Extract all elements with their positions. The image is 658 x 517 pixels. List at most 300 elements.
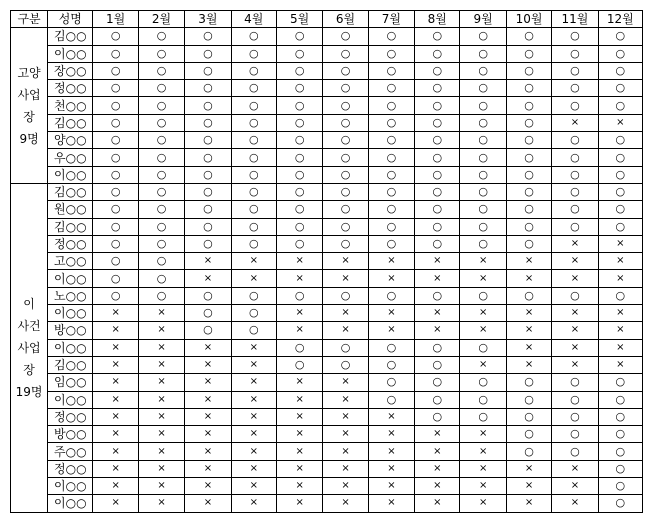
month-status-cell: × xyxy=(598,322,642,339)
month-status-cell: ○ xyxy=(460,28,506,45)
month-status-cell: × xyxy=(276,443,322,460)
table-row xyxy=(11,270,643,287)
month-status-cell: ○ xyxy=(506,45,551,62)
month-status-cell: × xyxy=(460,270,506,287)
table-row xyxy=(11,339,643,356)
employee-name: 이○○ xyxy=(48,166,93,183)
month-status-cell: ○ xyxy=(276,149,322,166)
month-status-cell: ○ xyxy=(368,97,414,114)
employee-name: 천○○ xyxy=(48,97,93,114)
month-status-cell: ○ xyxy=(138,235,184,252)
month-status-cell: ○ xyxy=(93,149,138,166)
table-row xyxy=(11,114,643,131)
month-status-cell: × xyxy=(506,322,551,339)
header-month: 2월 xyxy=(138,11,184,28)
month-status-cell: ○ xyxy=(231,183,276,200)
month-status-cell: × xyxy=(460,478,506,495)
header-month: 5월 xyxy=(276,11,322,28)
group-label-line: 장 xyxy=(23,362,35,377)
table-row xyxy=(11,201,643,218)
month-status-cell: ○ xyxy=(598,426,642,443)
month-status-cell: ○ xyxy=(276,356,322,373)
month-status-cell: ○ xyxy=(138,218,184,235)
employee-name: 김○○ xyxy=(48,356,93,373)
month-status-cell: × xyxy=(460,253,506,270)
month-status-cell: × xyxy=(415,495,460,512)
month-status-cell: ○ xyxy=(276,45,322,62)
month-status-cell: × xyxy=(185,495,231,512)
header-month: 9월 xyxy=(460,11,506,28)
header-month: 7월 xyxy=(368,11,414,28)
month-status-cell: × xyxy=(506,339,551,356)
header-month: 4월 xyxy=(231,11,276,28)
month-status-cell: ○ xyxy=(276,218,322,235)
month-status-cell: ○ xyxy=(185,114,231,131)
month-status-cell: × xyxy=(598,270,642,287)
month-status-cell: ○ xyxy=(138,62,184,79)
month-status-cell: ○ xyxy=(323,166,368,183)
month-status-cell: ○ xyxy=(415,391,460,408)
month-status-cell: ○ xyxy=(368,391,414,408)
month-status-cell: ○ xyxy=(138,270,184,287)
month-status-cell: ○ xyxy=(323,62,368,79)
table-row xyxy=(11,495,643,512)
month-status-cell: ○ xyxy=(93,235,138,252)
month-status-cell: ○ xyxy=(415,339,460,356)
month-status-cell: ○ xyxy=(368,235,414,252)
table-row xyxy=(11,149,643,166)
month-status-cell: ○ xyxy=(368,218,414,235)
month-status-cell: ○ xyxy=(323,235,368,252)
month-status-cell: ○ xyxy=(506,235,551,252)
month-status-cell: × xyxy=(415,460,460,477)
month-status-cell: × xyxy=(598,305,642,322)
month-status-cell: ○ xyxy=(231,287,276,304)
month-status-cell: × xyxy=(506,460,551,477)
month-status-cell: ○ xyxy=(368,62,414,79)
month-status-cell: ○ xyxy=(460,201,506,218)
table-row xyxy=(11,305,643,322)
month-status-cell: × xyxy=(231,443,276,460)
month-status-cell: ○ xyxy=(598,287,642,304)
month-status-cell: × xyxy=(185,408,231,425)
month-status-cell: × xyxy=(506,253,551,270)
month-status-cell: × xyxy=(93,443,138,460)
month-status-cell: × xyxy=(323,460,368,477)
month-status-cell: × xyxy=(93,391,138,408)
month-status-cell: ○ xyxy=(552,149,598,166)
month-status-cell: ○ xyxy=(415,62,460,79)
month-status-cell: × xyxy=(368,443,414,460)
month-status-cell: ○ xyxy=(415,45,460,62)
month-status-cell: × xyxy=(93,374,138,391)
table-row xyxy=(11,166,643,183)
month-status-cell: × xyxy=(276,374,322,391)
month-status-cell: ○ xyxy=(93,270,138,287)
month-status-cell: ○ xyxy=(323,356,368,373)
month-status-cell: ○ xyxy=(415,201,460,218)
month-status-cell: × xyxy=(598,339,642,356)
month-status-cell: ○ xyxy=(506,97,551,114)
month-status-cell: × xyxy=(552,339,598,356)
month-status-cell: ○ xyxy=(368,339,414,356)
month-status-cell: ○ xyxy=(460,235,506,252)
month-status-cell: × xyxy=(276,305,322,322)
month-status-cell: × xyxy=(138,356,184,373)
header-month: 11월 xyxy=(552,11,598,28)
month-status-cell: ○ xyxy=(598,460,642,477)
month-status-cell: ○ xyxy=(138,253,184,270)
table-row xyxy=(11,374,643,391)
employee-name: 김○○ xyxy=(48,114,93,131)
employee-name: 정○○ xyxy=(48,460,93,477)
month-status-cell: ○ xyxy=(415,114,460,131)
month-status-cell: ○ xyxy=(506,443,551,460)
month-status-cell: × xyxy=(185,460,231,477)
month-status-cell: ○ xyxy=(323,287,368,304)
month-status-cell: × xyxy=(506,495,551,512)
month-status-cell: × xyxy=(552,460,598,477)
month-status-cell: ○ xyxy=(93,201,138,218)
month-status-cell: × xyxy=(460,460,506,477)
month-status-cell: × xyxy=(368,253,414,270)
month-status-cell: × xyxy=(323,391,368,408)
month-status-cell: × xyxy=(231,408,276,425)
month-status-cell: × xyxy=(598,114,642,131)
month-status-cell: ○ xyxy=(506,166,551,183)
month-status-cell: × xyxy=(368,426,414,443)
month-status-cell: × xyxy=(415,443,460,460)
month-status-cell: × xyxy=(323,374,368,391)
month-status-cell: × xyxy=(506,305,551,322)
month-status-cell: × xyxy=(93,322,138,339)
month-status-cell: ○ xyxy=(185,62,231,79)
month-status-cell: ○ xyxy=(415,97,460,114)
month-status-cell: ○ xyxy=(323,339,368,356)
month-status-cell: × xyxy=(185,391,231,408)
table-row xyxy=(11,287,643,304)
month-status-cell: ○ xyxy=(506,287,551,304)
month-status-cell: ○ xyxy=(231,201,276,218)
month-status-cell: ○ xyxy=(552,374,598,391)
month-status-cell: ○ xyxy=(185,201,231,218)
month-status-cell: × xyxy=(231,426,276,443)
month-status-cell: × xyxy=(231,356,276,373)
month-status-cell: ○ xyxy=(460,132,506,149)
month-status-cell: ○ xyxy=(323,201,368,218)
group-label-line: 장 xyxy=(23,109,35,124)
month-status-cell: × xyxy=(93,305,138,322)
employee-name: 이○○ xyxy=(48,495,93,512)
employee-name: 김○○ xyxy=(48,28,93,45)
month-status-cell: × xyxy=(323,443,368,460)
month-status-cell: ○ xyxy=(138,132,184,149)
month-status-cell: × xyxy=(460,426,506,443)
month-status-cell: ○ xyxy=(598,166,642,183)
month-status-cell: × xyxy=(138,460,184,477)
month-status-cell: × xyxy=(138,305,184,322)
month-status-cell: ○ xyxy=(460,97,506,114)
month-status-cell: × xyxy=(506,356,551,373)
month-status-cell: ○ xyxy=(415,356,460,373)
month-status-cell: ○ xyxy=(368,28,414,45)
month-status-cell: × xyxy=(276,322,322,339)
month-status-cell: × xyxy=(138,339,184,356)
month-status-cell: ○ xyxy=(598,28,642,45)
month-status-cell: ○ xyxy=(552,391,598,408)
month-status-cell: ○ xyxy=(460,62,506,79)
month-status-cell: × xyxy=(93,460,138,477)
month-status-cell: × xyxy=(138,426,184,443)
month-status-cell: ○ xyxy=(415,183,460,200)
month-status-cell: × xyxy=(323,478,368,495)
group-label-line: 사업 xyxy=(17,87,41,102)
month-status-cell: ○ xyxy=(415,149,460,166)
employee-name: 이○○ xyxy=(48,305,93,322)
month-status-cell: ○ xyxy=(185,235,231,252)
month-status-cell: ○ xyxy=(598,408,642,425)
month-status-cell: ○ xyxy=(323,132,368,149)
employee-name: 방○○ xyxy=(48,426,93,443)
month-status-cell: ○ xyxy=(93,166,138,183)
table-row xyxy=(11,235,643,252)
month-status-cell: ○ xyxy=(460,149,506,166)
header-category: 구분 xyxy=(11,11,48,28)
month-status-cell: ○ xyxy=(323,97,368,114)
month-status-cell: ○ xyxy=(138,114,184,131)
month-status-cell: ○ xyxy=(598,478,642,495)
month-status-cell: × xyxy=(552,495,598,512)
month-status-cell: × xyxy=(552,356,598,373)
month-status-cell: × xyxy=(598,356,642,373)
month-status-cell: ○ xyxy=(415,28,460,45)
month-status-cell: ○ xyxy=(323,80,368,97)
month-status-cell: ○ xyxy=(231,97,276,114)
table-row xyxy=(11,460,643,477)
month-status-cell: × xyxy=(231,391,276,408)
month-status-cell: × xyxy=(185,426,231,443)
group-label-line: 사건 xyxy=(17,318,41,333)
month-status-cell: × xyxy=(138,408,184,425)
month-status-cell: × xyxy=(552,322,598,339)
attendance-table xyxy=(10,10,643,513)
employee-name: 임○○ xyxy=(48,374,93,391)
month-status-cell: ○ xyxy=(276,114,322,131)
month-status-cell: ○ xyxy=(231,80,276,97)
employee-name: 원○○ xyxy=(48,201,93,218)
table-row xyxy=(11,391,643,408)
month-status-cell: ○ xyxy=(323,45,368,62)
month-status-cell: × xyxy=(323,270,368,287)
month-status-cell: ○ xyxy=(552,218,598,235)
month-status-cell: × xyxy=(368,305,414,322)
month-status-cell: ○ xyxy=(506,28,551,45)
table-row xyxy=(11,443,643,460)
month-status-cell: ○ xyxy=(185,305,231,322)
month-status-cell: ○ xyxy=(506,132,551,149)
month-status-cell: ○ xyxy=(598,149,642,166)
month-status-cell: ○ xyxy=(231,218,276,235)
month-status-cell: ○ xyxy=(138,80,184,97)
month-status-cell: × xyxy=(323,426,368,443)
month-status-cell: ○ xyxy=(415,287,460,304)
month-status-cell: × xyxy=(415,478,460,495)
month-status-cell: ○ xyxy=(552,166,598,183)
month-status-cell: ○ xyxy=(506,374,551,391)
month-status-cell: × xyxy=(276,253,322,270)
month-status-cell: ○ xyxy=(415,218,460,235)
month-status-cell: ○ xyxy=(185,80,231,97)
month-status-cell: × xyxy=(138,478,184,495)
employee-name: 이○○ xyxy=(48,270,93,287)
month-status-cell: × xyxy=(231,270,276,287)
month-status-cell: ○ xyxy=(231,114,276,131)
month-status-cell: ○ xyxy=(276,183,322,200)
header-month: 12월 xyxy=(598,11,642,28)
month-status-cell: ○ xyxy=(506,114,551,131)
employee-name: 방○○ xyxy=(48,322,93,339)
month-status-cell: ○ xyxy=(552,62,598,79)
month-status-cell: ○ xyxy=(552,408,598,425)
month-status-cell: × xyxy=(276,495,322,512)
month-status-cell: ○ xyxy=(276,339,322,356)
month-status-cell: × xyxy=(460,495,506,512)
month-status-cell: ○ xyxy=(506,183,551,200)
month-status-cell: ○ xyxy=(276,235,322,252)
month-status-cell: × xyxy=(231,495,276,512)
month-status-cell: ○ xyxy=(552,132,598,149)
month-status-cell: × xyxy=(138,443,184,460)
month-status-cell: ○ xyxy=(460,183,506,200)
group-label xyxy=(11,183,48,512)
month-status-cell: × xyxy=(231,460,276,477)
month-status-cell: ○ xyxy=(323,114,368,131)
month-status-cell: × xyxy=(185,339,231,356)
month-status-cell: ○ xyxy=(231,305,276,322)
month-status-cell: ○ xyxy=(598,132,642,149)
month-status-cell: ○ xyxy=(276,80,322,97)
header-name: 성명 xyxy=(48,11,93,28)
month-status-cell: × xyxy=(93,408,138,425)
month-status-cell: ○ xyxy=(138,183,184,200)
month-status-cell: × xyxy=(552,270,598,287)
month-status-cell: × xyxy=(415,322,460,339)
month-status-cell: × xyxy=(552,114,598,131)
header-month: 6월 xyxy=(323,11,368,28)
month-status-cell: × xyxy=(185,374,231,391)
month-status-cell: ○ xyxy=(93,114,138,131)
month-status-cell: ○ xyxy=(598,495,642,512)
month-status-cell: × xyxy=(231,339,276,356)
month-status-cell: ○ xyxy=(185,183,231,200)
month-status-cell: ○ xyxy=(138,201,184,218)
month-status-cell: × xyxy=(93,356,138,373)
month-status-cell: ○ xyxy=(506,149,551,166)
employee-name: 장○○ xyxy=(48,62,93,79)
month-status-cell: × xyxy=(323,495,368,512)
table-row xyxy=(11,322,643,339)
month-status-cell: ○ xyxy=(231,45,276,62)
employee-name: 이○○ xyxy=(48,45,93,62)
month-status-cell: ○ xyxy=(231,149,276,166)
group-label xyxy=(11,28,48,184)
table-row xyxy=(11,426,643,443)
employee-name: 주○○ xyxy=(48,443,93,460)
group-label-line: 이 xyxy=(23,296,35,311)
month-status-cell: ○ xyxy=(552,45,598,62)
month-status-cell: ○ xyxy=(93,62,138,79)
table-row xyxy=(11,62,643,79)
employee-name: 정○○ xyxy=(48,408,93,425)
month-status-cell: ○ xyxy=(138,149,184,166)
month-status-cell: × xyxy=(552,478,598,495)
month-status-cell: ○ xyxy=(185,287,231,304)
month-status-cell: ○ xyxy=(506,201,551,218)
month-status-cell: × xyxy=(276,426,322,443)
month-status-cell: ○ xyxy=(460,287,506,304)
month-status-cell: ○ xyxy=(598,374,642,391)
month-status-cell: ○ xyxy=(231,28,276,45)
month-status-cell: ○ xyxy=(276,287,322,304)
month-status-cell: ○ xyxy=(93,28,138,45)
month-status-cell: ○ xyxy=(368,45,414,62)
table-body xyxy=(11,28,643,512)
month-status-cell: ○ xyxy=(185,322,231,339)
table-row xyxy=(11,80,643,97)
month-status-cell: × xyxy=(231,374,276,391)
month-status-cell: × xyxy=(368,408,414,425)
month-status-cell: × xyxy=(552,235,598,252)
month-status-cell: ○ xyxy=(231,235,276,252)
header-month: 8월 xyxy=(415,11,460,28)
employee-name: 정○○ xyxy=(48,80,93,97)
month-status-cell: × xyxy=(460,356,506,373)
month-status-cell: ○ xyxy=(368,201,414,218)
month-status-cell: × xyxy=(460,443,506,460)
header-month: 10월 xyxy=(506,11,551,28)
month-status-cell: ○ xyxy=(598,443,642,460)
month-status-cell: ○ xyxy=(460,374,506,391)
employee-name: 이○○ xyxy=(48,478,93,495)
month-status-cell: × xyxy=(598,253,642,270)
month-status-cell: ○ xyxy=(368,356,414,373)
month-status-cell: ○ xyxy=(368,374,414,391)
month-status-cell: ○ xyxy=(460,45,506,62)
table-row xyxy=(11,478,643,495)
month-status-cell: ○ xyxy=(552,28,598,45)
employee-name: 김○○ xyxy=(48,218,93,235)
month-status-cell: ○ xyxy=(185,45,231,62)
month-status-cell: ○ xyxy=(506,391,551,408)
month-status-cell: ○ xyxy=(138,45,184,62)
month-status-cell: × xyxy=(415,426,460,443)
month-status-cell: ○ xyxy=(323,218,368,235)
month-status-cell: ○ xyxy=(415,374,460,391)
month-status-cell: × xyxy=(552,305,598,322)
table-row xyxy=(11,253,643,270)
month-status-cell: ○ xyxy=(93,183,138,200)
month-status-cell: × xyxy=(138,495,184,512)
month-status-cell: ○ xyxy=(276,132,322,149)
month-status-cell: × xyxy=(185,478,231,495)
table-row xyxy=(11,132,643,149)
table-row xyxy=(11,28,643,45)
month-status-cell: ○ xyxy=(506,80,551,97)
month-status-cell: ○ xyxy=(276,97,322,114)
month-status-cell: ○ xyxy=(506,218,551,235)
month-status-cell: × xyxy=(368,478,414,495)
month-status-cell: × xyxy=(93,478,138,495)
